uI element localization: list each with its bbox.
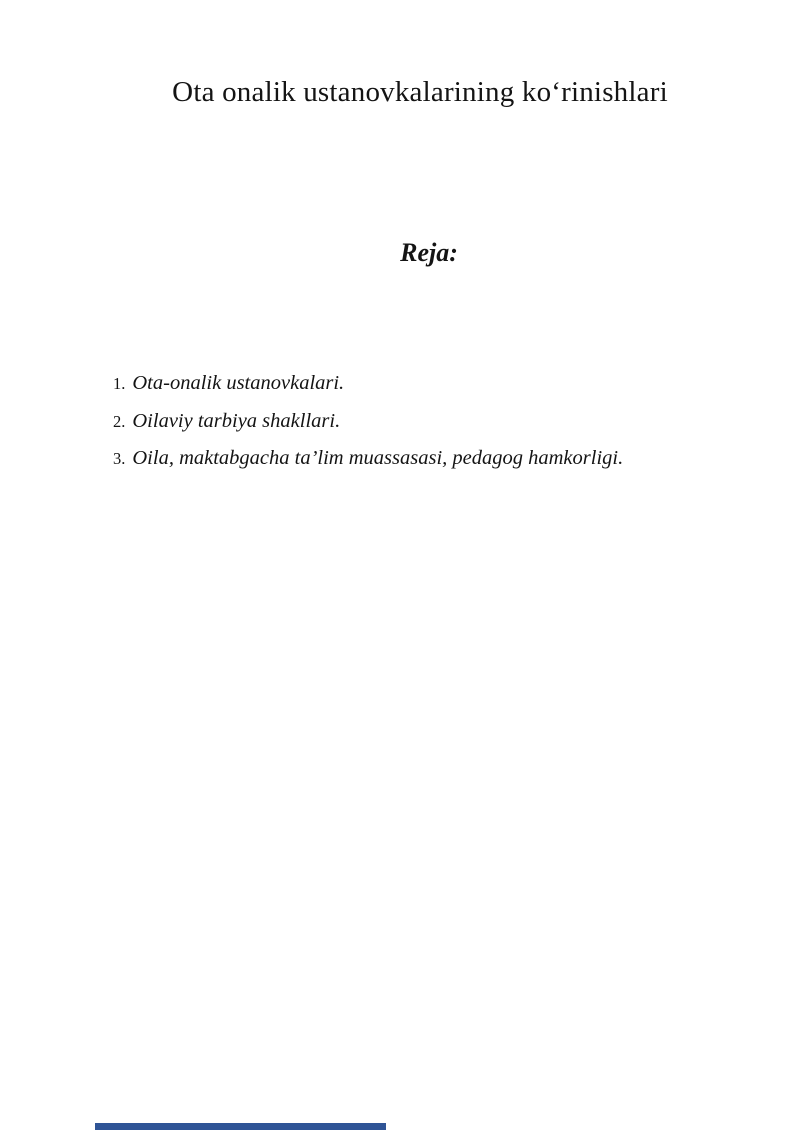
- plan-list: [113, 372, 760, 485]
- list-item-text: Oilaviy tarbiya shakllari.: [132, 409, 341, 432]
- list-item-number: 2.: [113, 411, 126, 431]
- list-item: [113, 372, 760, 410]
- list-item-number: 1.: [113, 374, 126, 393]
- list-item: [113, 410, 760, 448]
- plan-heading: Reja:: [400, 238, 458, 267]
- document-title: Ota onalik ustanovkalarining ko‘rinishlari: [172, 76, 668, 108]
- bottom-accent-bar: [95, 1123, 386, 1130]
- list-item-text: Oila, maktabgacha ta’lim muassasasi, pedagog hamkorligi.: [132, 447, 624, 470]
- list-item-number: 3.: [113, 449, 126, 469]
- list-item: [113, 447, 760, 485]
- list-item-text: Ota-onalik ustanovkalari.: [132, 372, 345, 394]
